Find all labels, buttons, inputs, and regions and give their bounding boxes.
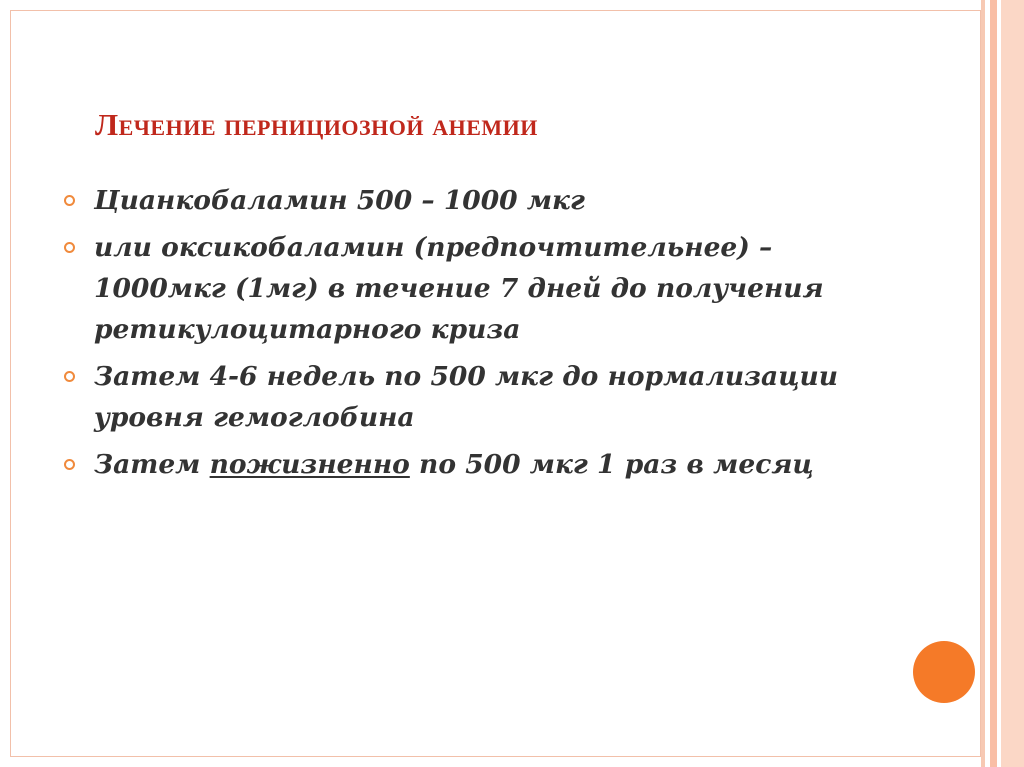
list-item-text: Цианкобаламин 500 – 1000 мкг (94, 185, 585, 216)
list-item-underlined-text: пожизненно (209, 449, 410, 480)
stripe (1001, 0, 1024, 767)
list-item-text: или оксикобаламин (предпочтительнее) –1000мкг (1мг) в течение 7 дней до получения ретикулоцитарного криза (94, 232, 824, 345)
list-item (62, 356, 882, 438)
list-item-text-after: по 500 мкг 1 раз в месяц (409, 449, 814, 480)
slide-title: Лечение пернициозной анемии (95, 107, 538, 142)
orange-circle-icon (913, 641, 975, 703)
list-item (62, 227, 882, 350)
list-item-text-before: Затем (94, 449, 210, 480)
list-item-text: Затем 4-6 недель по 500 мкг до нормализации уровня гемоглобина (94, 361, 839, 433)
decorative-stripes (981, 0, 1024, 767)
circle-bullet-icon (64, 195, 75, 206)
list-item (62, 444, 882, 485)
circle-bullet-icon (64, 459, 75, 470)
stripe (990, 0, 997, 767)
circle-bullet-icon (64, 371, 75, 382)
bullet-list (62, 180, 882, 491)
circle-bullet-icon (64, 242, 75, 253)
list-item (62, 180, 882, 221)
